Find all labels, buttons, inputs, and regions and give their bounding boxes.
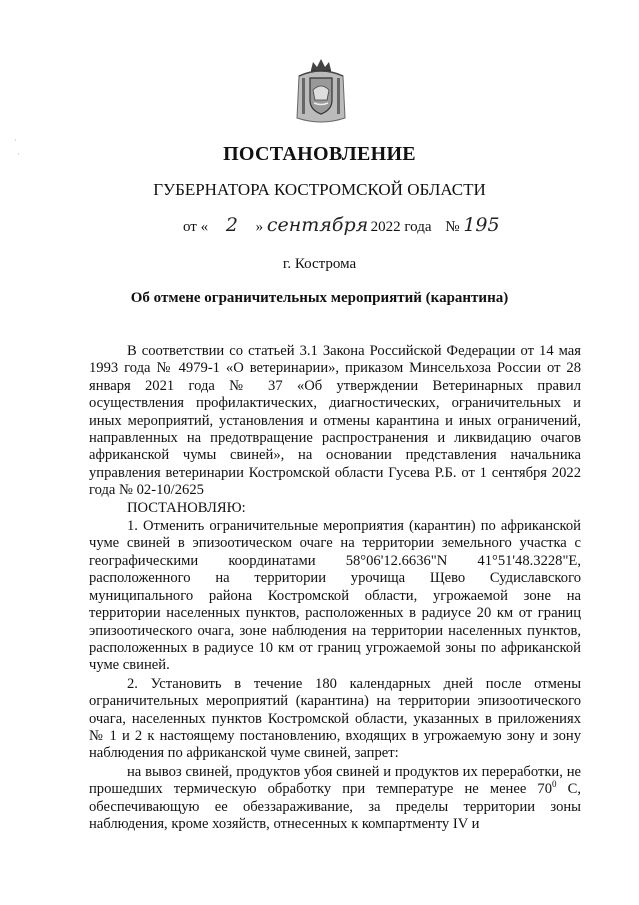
item-2-paragraph: 2. Установить в течение 180 календарных дней после отмены ограничительных мероприятий (карантина) на территории эпизоотического очага, населенных пунктов Костромской области, указанных в приложениях № 1 и 2 к настоящему постановлению, входящих в угрожаемую зону и зону наблюдения по африканской чуме свиней, запрет: (89, 675, 581, 762)
date-year: 2022 года (370, 219, 432, 235)
handwritten-day: 2 (225, 214, 238, 236)
document-body (89, 343, 581, 833)
document-title: ПОСТАНОВЛЕНИЕ (223, 143, 416, 165)
item-2a-paragraph (89, 764, 581, 834)
item-2a-text-cont: С, обеспечивающую ее обеззараживание, за пределы территории зоны наблюдения, кроме хозяйств, отнесенных к компартменту IV и (89, 781, 581, 832)
date-prefix: от « (183, 219, 209, 235)
scan-dot: · (14, 136, 17, 145)
handwritten-month: сентября (266, 214, 369, 236)
document-subtitle: ГУБЕРНАТОРА КОСТРОМСКОЙ ОБЛАСТИ (153, 180, 486, 199)
decree-line: ПОСТАНОВЛЯЮ: (127, 499, 246, 516)
scan-dot: · (17, 150, 20, 159)
date-number-line (183, 214, 500, 236)
item-2a-text: на вывоз свиней, продуктов убоя свиней и продуктов их переработки, не прошедших термическую обработку при температуре не менее 70 (89, 763, 581, 798)
item-1-paragraph: 1. Отменить ограничительные мероприятия (карантин) по африканской чуме свиней в эпизоотическом очаге на территории земельного участка с географическими координатами 58°06'12.6636"N 41°51'48.3228"E, расположенного на территории урочища Щево Судиславского муниципального района Костромской области, угрожаемой зоне на территории населенных пунктов, расположенных в радиусе 20 км от границ эпизоотического очага, зоне наблюдения на территории населенных пунктов, расположенных в радиусе 10 км от границ угрожаемой зоны по африканской чуме свиней. (89, 518, 581, 674)
city-line: г. Кострома (282, 256, 357, 272)
degree-superscript: 0 (552, 779, 557, 790)
document-heading: Об отмене ограничительных мероприятий (карантина) (130, 290, 509, 306)
coat-of-arms-emblem (293, 56, 349, 126)
handwritten-number: 195 (463, 214, 500, 236)
date-quote-close: » (255, 219, 264, 235)
intro-paragraph: В соответствии со статьей 3.1 Закона Российской Федерации от 14 мая 1993 года № 4979-1 «О ветеринарии», приказом Минсельхоза России от 28 января 2021 года № 37 «Об утверждении Ветеринарных правил осуществления профилактических, диагностических, ограничительных и иных мероприятий, установления и отмены карантина и иных ограничений, направленных на предотвращение распространения и ликвидацию очагов африканской чумы свиней», на основании представления начальника управления ветеринарии Костромской области Гусева Р.Б. от 1 сентября 2022 года № 02-10/2625 (89, 343, 581, 499)
number-sign: № (445, 219, 460, 235)
